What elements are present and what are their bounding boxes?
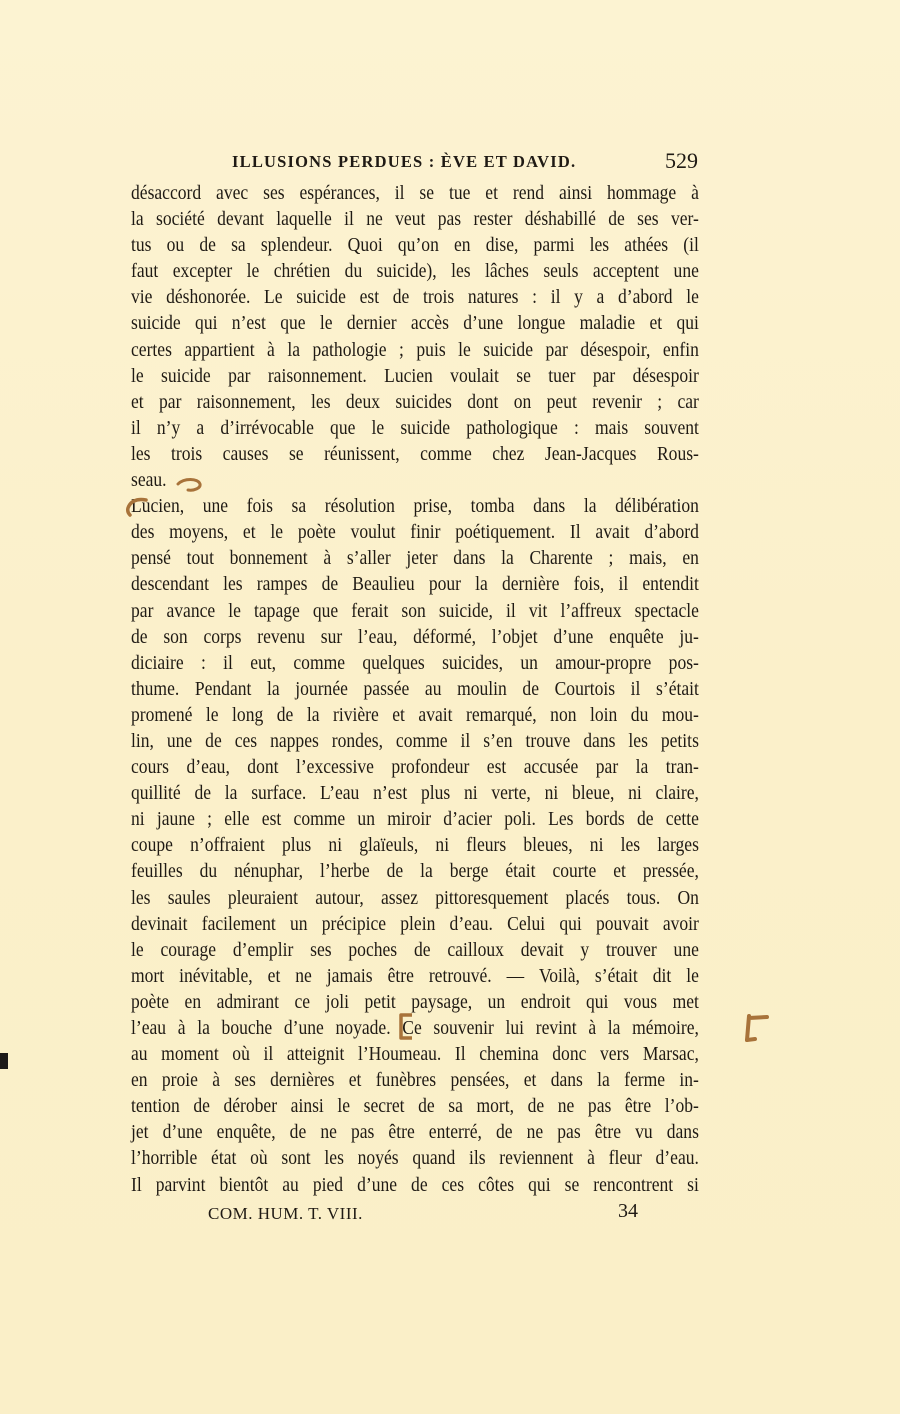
text-line: devinait facilement un précipice plein d’eau. Celui qui pouvait avoir: [131, 913, 699, 935]
text-line: la société devant laquelle il ne veut pas rester déshabillé de ses ver-: [131, 209, 699, 231]
text-line: ni jaune ; elle est comme un miroir d’acier poli. Les bords de cette: [131, 809, 699, 831]
text-line: et par raisonnement, les deux suicides dont on peut revenir ; car: [131, 391, 699, 413]
paragraph-start-mark-icon: [124, 496, 150, 518]
text-line: l’horrible état où sont les noyés quand ils reviennent à fleur d’eau.: [131, 1148, 699, 1170]
text-line: mort inévitable, et ne jamais être retrouvé. — Voilà, s’était dit le: [131, 965, 699, 987]
signature-number: 34: [618, 1200, 638, 1222]
text-line: certes appartient à la pathologie ; puis le suicide par désespoir, enfin: [131, 339, 699, 361]
page-footer: [208, 1200, 638, 1226]
text-line: par avance le tapage que ferait son suicide, il vit l’affreux spectacle: [131, 600, 699, 622]
running-title: ILLUSIONS PERDUES : ÈVE ET DAVID.: [232, 152, 577, 171]
text-line: thume. Pendant la journée passée au moulin de Courtois il s’était: [131, 678, 699, 700]
text-line: feuilles du nénuphar, l’herbe de la berge était courte et pressée,: [131, 861, 699, 883]
text-line: le courage d’emplir ses poches de cailloux devait y trouver une: [131, 939, 699, 961]
text-line: Il parvint bientôt au pied d’une de ces côtes qui se rencontrent si: [131, 1174, 699, 1196]
text-line: de son corps revenu sur l’eau, déformé, l’objet d’une enquête ju-: [131, 626, 699, 648]
margin-bracket-mark-icon: [737, 1010, 773, 1046]
text-line: diciaire : il eut, comme quelques suicides, un amour-propre pos-: [131, 652, 699, 674]
text-line: coupe n’offraient plus ni glaïeuls, ni fleurs bleues, ni les larges: [131, 835, 699, 857]
text-line: Lucien, une fois sa résolution prise, tomba dans la délibération: [131, 496, 699, 518]
inline-bracket-mark-icon: [396, 1012, 416, 1042]
text-line: des moyens, et le poète voulut finir poétiquement. Il avait d’abord: [131, 522, 699, 544]
text-line: les saules pleuraient autour, assez pittoresquement placés tous. On: [131, 887, 699, 909]
text-line: les trois causes se réunissent, comme chez Jean-Jacques Rous-: [131, 443, 699, 465]
text-line: pensé tout bonnement à s’aller jeter dans la Charente ; mais, en: [131, 548, 699, 570]
text-line: l’eau à la bouche d’une noyade. Ce souvenir lui revint à la mémoire,: [131, 1018, 699, 1039]
text-line: vie déshonorée. Le suicide est de trois natures : il y a d’abord le: [131, 287, 699, 309]
body-text: [131, 181, 699, 1199]
text-line: il n’y a d’irrévocable que le suicide pathologique : mais souvent: [131, 417, 699, 439]
signature-mark: COM. HUM. T. VIII.: [208, 1204, 363, 1223]
text-line: en proie à ses dernières et funèbres pensées, et dans la ferme in-: [131, 1070, 699, 1092]
page-number: 529: [665, 148, 698, 173]
text-line: descendant les rampes de Beaulieu pour la dernière fois, il entendit: [131, 574, 699, 596]
page-edge-tab: [0, 1053, 8, 1069]
text-line: tention de dérober ainsi le secret de sa mort, de ne pas être l’ob-: [131, 1096, 699, 1118]
text-line: suicide qui n’est que le dernier accès d’une longue maladie et qui: [131, 313, 699, 335]
text-line: au moment où il atteignit l’Houmeau. Il chemina donc vers Marsac,: [131, 1044, 699, 1066]
text-line: désaccord avec ses espérances, il se tue et rend ainsi hommage à: [131, 183, 699, 204]
text-line: promené le long de la rivière et avait remarqué, non loin du mou-: [131, 704, 699, 726]
text-line: le suicide par raisonnement. Lucien voulait se tuer par désespoir: [131, 365, 699, 387]
text-line: poète en admirant ce joli petit paysage, un endroit qui vous met: [131, 991, 699, 1013]
paragraph-break-mark-icon: [176, 476, 206, 496]
text-line: quillité de la surface. L’eau n’est plus ni verte, ni bleue, ni claire,: [131, 783, 699, 805]
text-line: cours d’eau, dont l’excessive profondeur est accusée par la tran-: [131, 757, 699, 779]
page-header: [232, 148, 698, 178]
text-line: lin, une de ces nappes rondes, comme il s’en trouve dans les petits: [131, 730, 699, 752]
text-line: jet d’une enquête, de ne pas être enterré, de ne pas être vu dans: [131, 1122, 699, 1144]
text-line: tus ou de sa splendeur. Quoi qu’on en dise, parmi les athées (il: [131, 235, 699, 257]
text-line: seau.: [131, 470, 167, 492]
text-line: faut excepter le chrétien du suicide), les lâches seuls acceptent une: [131, 261, 699, 283]
